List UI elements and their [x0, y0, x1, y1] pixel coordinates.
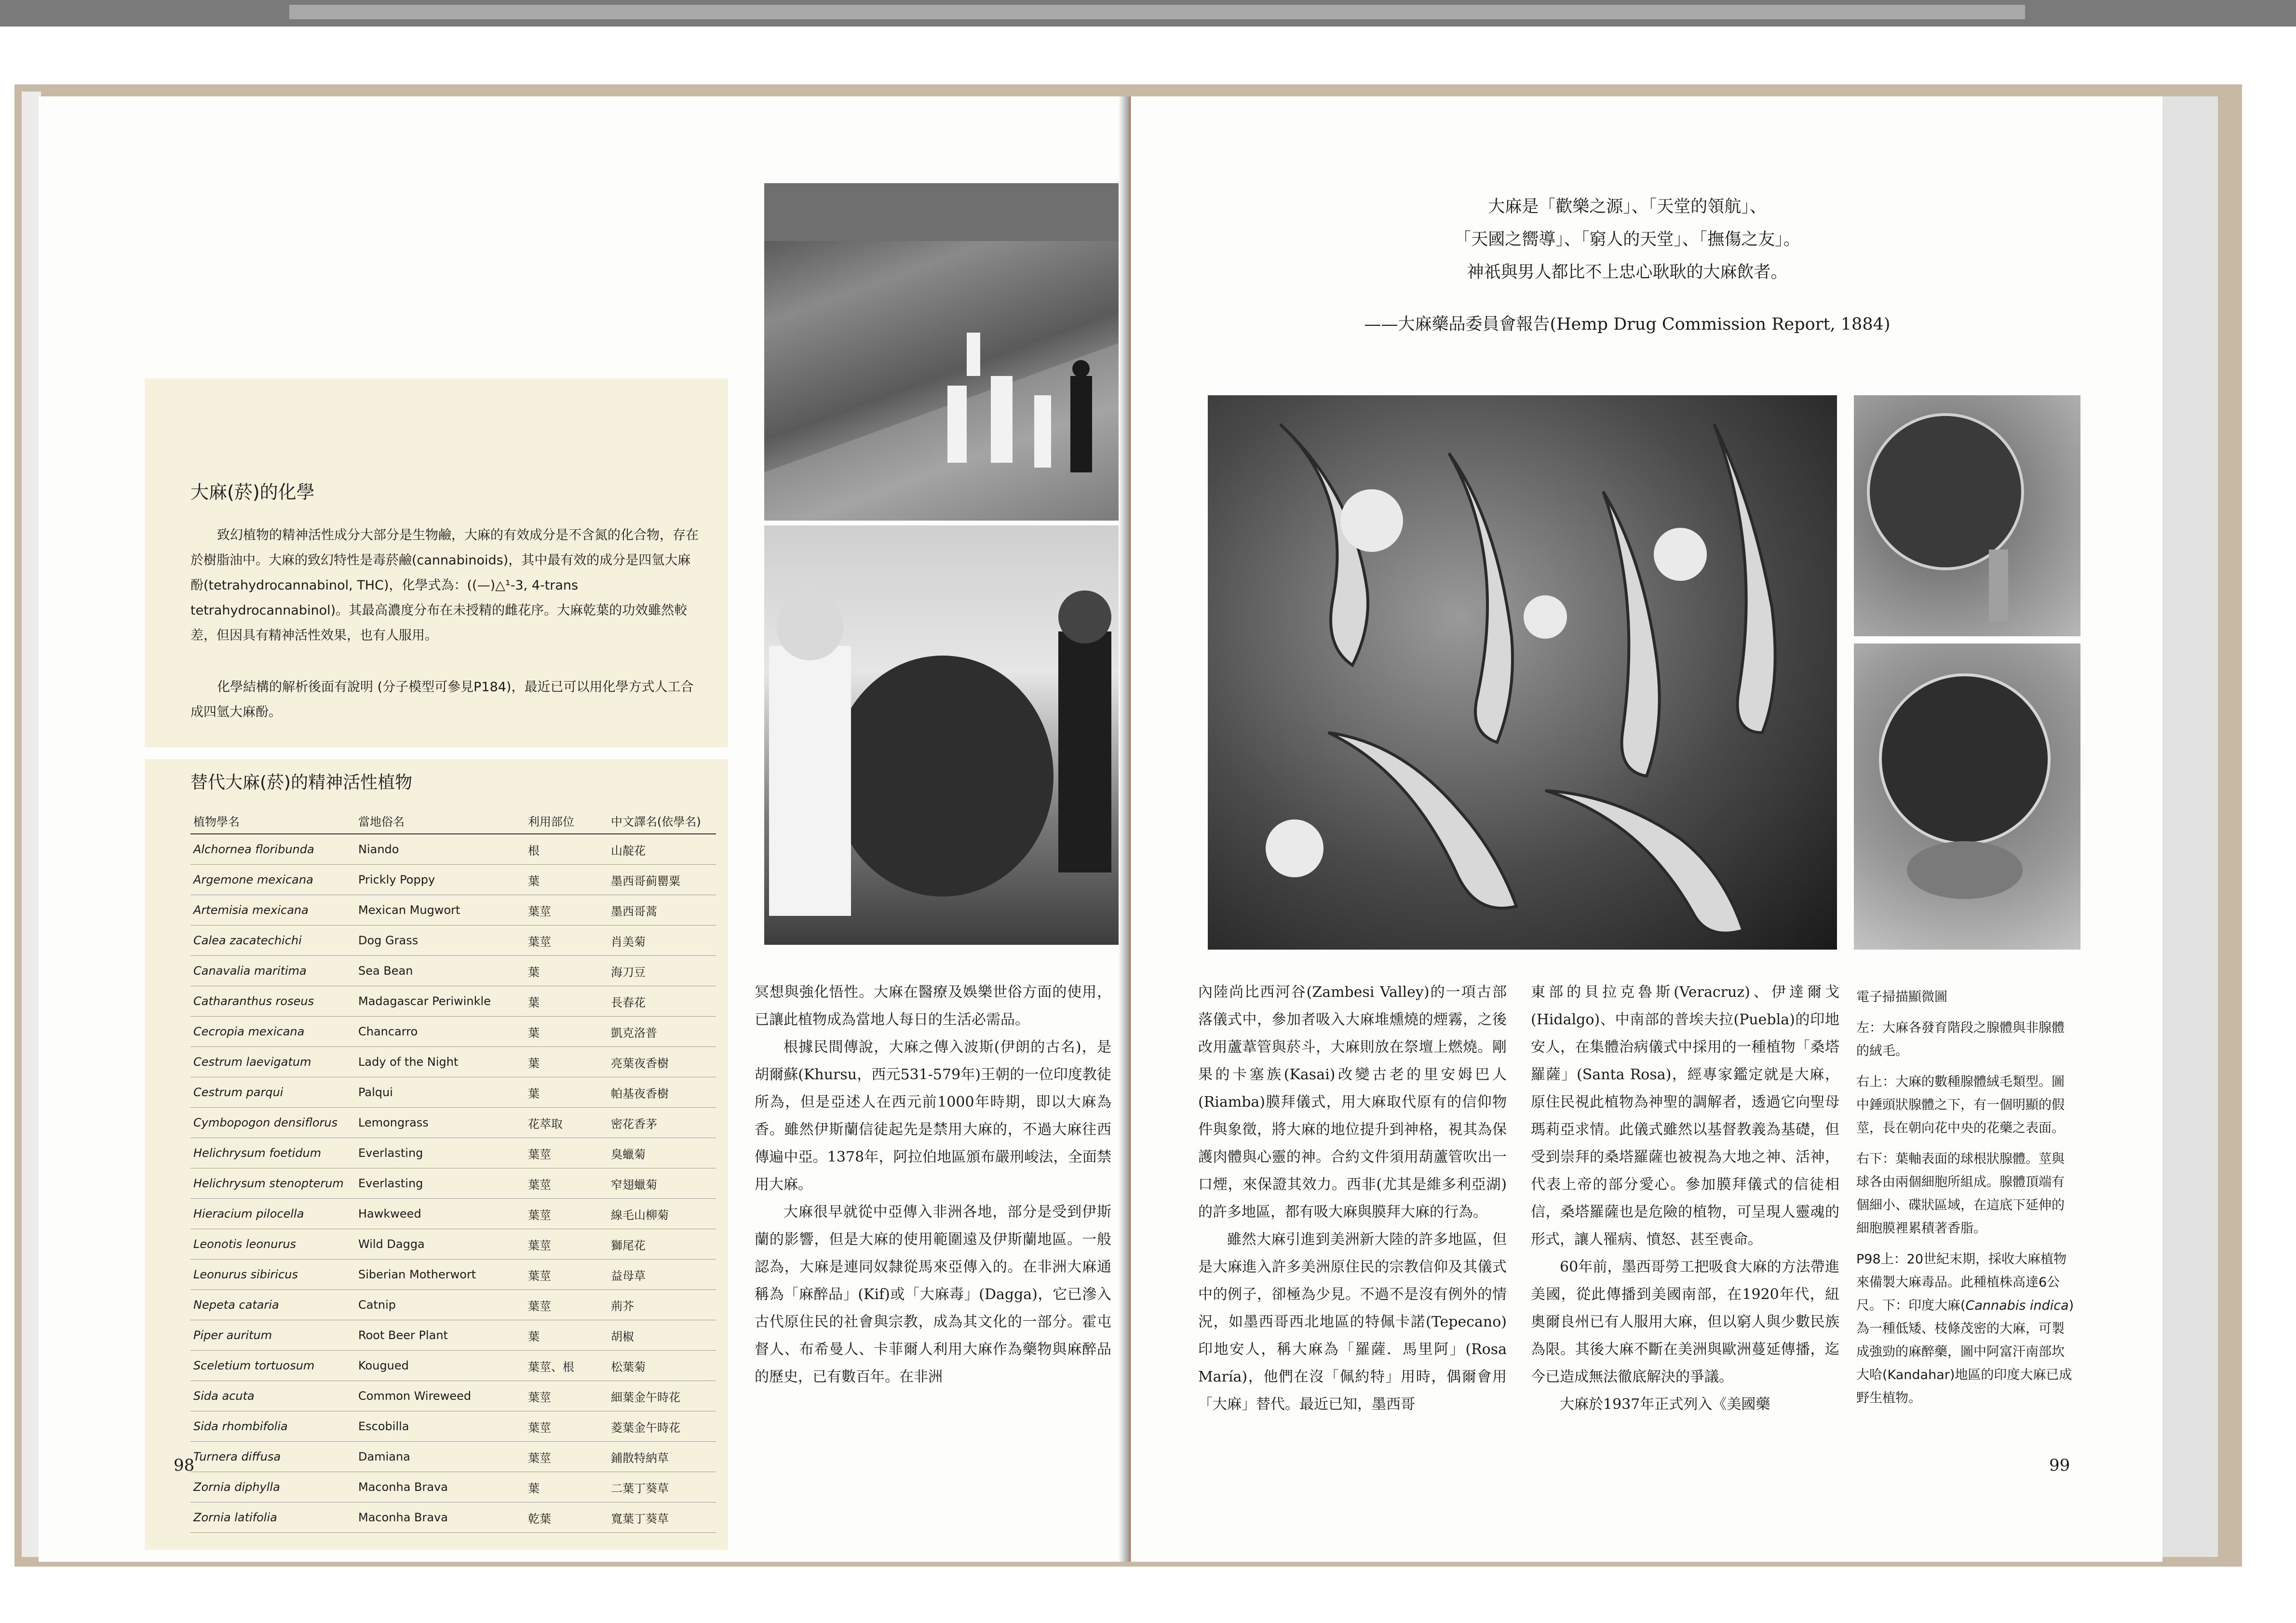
sem-top-right-gland [1854, 395, 2080, 636]
cell-chinese-name: 獅尾花 [608, 1229, 716, 1260]
cell-chinese-name: 山靛花 [608, 834, 716, 865]
cell-scientific-name: Leonotis leonurus [190, 1229, 355, 1260]
cell-scientific-name: Zornia diphylla [190, 1472, 355, 1502]
sem-bottom-right-gland [1854, 644, 2080, 950]
chemistry-box [145, 378, 728, 747]
cell-chinese-name: 海刀豆 [608, 956, 716, 986]
right-page-column-1 [1198, 979, 1507, 1418]
cell-part-used: 葉莖、根 [525, 1351, 608, 1381]
cell-chinese-name: 墨西哥蒿 [608, 895, 716, 926]
cell-chinese-name: 胡椒 [608, 1320, 716, 1351]
plant-table-header [190, 807, 716, 834]
right-col2-para-2: 60年前，墨西哥勞工把吸食大麻的方法帶進美國，從此傳播到美國南部，在1920年代，紐奧爾良州已有人服用大麻，但以窮人與少數民族為限。其後大麻不斷在美洲與歐洲蔓延傳播，迄今已造成無法徹底解決的爭議。 [1531, 1259, 1839, 1385]
table-row [190, 865, 716, 895]
cell-local-name: Common Wireweed [355, 1381, 525, 1411]
cell-local-name: Everlasting [355, 1168, 525, 1199]
caption-p98 [1856, 1248, 2076, 1410]
plant-table-body [190, 834, 716, 1533]
cell-chinese-name: 菱葉金午時花 [608, 1411, 716, 1442]
table-row [190, 1260, 716, 1290]
cell-part-used: 葉莖 [525, 1229, 608, 1260]
cell-part-used: 葉莖 [525, 1168, 608, 1199]
table-row [190, 1017, 716, 1047]
table-row [190, 895, 716, 926]
cell-local-name: Niando [355, 834, 525, 865]
cell-scientific-name: Cecropia mexicana [190, 1017, 355, 1047]
header-scientific-name: 植物學名 [190, 807, 355, 834]
cell-local-name: Prickly Poppy [355, 865, 525, 895]
cell-local-name: Palqui [355, 1077, 525, 1108]
caption-p98-suffix: )為一種低矮、枝條茂密的大麻，可製成強勁的麻醉藥，圖中阿富汗南部坎大哈(Kandahar)地區的印度大麻已成野生植物。 [1856, 1298, 2074, 1406]
cell-chinese-name: 密花香茅 [608, 1108, 716, 1138]
right-page [1131, 96, 2162, 1562]
left-body-para-2: 根據民間傳說，大麻之傳入波斯(伊朗的古名)，是胡爾蘇(Khursu，西元531-579年)王朝的一位印度教徒所為，但是亞述人在西元前1000年時期，即以大麻為香。雖然伊斯蘭信徒起先是禁用大麻的，不過大麻往西傳遍中亞。1378年，阿拉伯地區頒布嚴刑峻法，全面禁用大麻。 [755, 1039, 1111, 1193]
cell-chinese-name: 窄翅蠟菊 [608, 1168, 716, 1199]
photo-hemp-harvest [764, 183, 1121, 521]
table-row [190, 1229, 716, 1260]
epigraph-line-2: 「天國之嚮導」、「窮人的天堂」、「撫傷之友」。 [1454, 230, 1800, 249]
sem-micrograph-bottom-right [1854, 644, 2080, 950]
cell-part-used: 乾葉 [525, 1502, 608, 1533]
table-row [190, 1108, 716, 1138]
cell-part-used: 葉 [525, 1320, 608, 1351]
cell-scientific-name: Artemisia mexicana [190, 895, 355, 926]
cell-chinese-name: 寬葉丁葵草 [608, 1502, 716, 1533]
cell-local-name: Chancarro [355, 1017, 525, 1047]
cell-scientific-name: Alchornea floribunda [190, 834, 355, 865]
table-row [190, 1047, 716, 1077]
cell-local-name: Madagascar Periwinkle [355, 986, 525, 1017]
cell-part-used: 葉 [525, 1047, 608, 1077]
epigraph [1314, 190, 1941, 341]
table-row [190, 1351, 716, 1381]
cell-local-name: Everlasting [355, 1138, 525, 1168]
cell-part-used: 葉莖 [525, 1199, 608, 1229]
header-part-used: 利用部位 [525, 807, 608, 834]
cell-scientific-name: Argemone mexicana [190, 865, 355, 895]
cell-part-used: 葉莖 [525, 1138, 608, 1168]
caption-bottom-right: 右下：葉軸表面的球根狀腺體。莖與球各由兩個細胞所組成。腺體頂端有個細小、碟狀區域，在這底下延伸的細胞膜裡累積著香脂。 [1856, 1152, 2065, 1236]
table-row [190, 956, 716, 986]
cell-scientific-name: Helichrysum foetidum [190, 1138, 355, 1168]
cell-local-name: Kougued [355, 1351, 525, 1381]
table-row [190, 1320, 716, 1351]
cell-chinese-name: 墨西哥蓟罌粟 [608, 865, 716, 895]
cell-scientific-name: Sida rhombifolia [190, 1411, 355, 1442]
cell-scientific-name: Zornia latifolia [190, 1502, 355, 1533]
right-page-edges [2160, 96, 2218, 1557]
cell-scientific-name: Nepeta cataria [190, 1290, 355, 1320]
cell-scientific-name: Sida acuta [190, 1381, 355, 1411]
cell-chinese-name: 鋪散特納草 [608, 1442, 716, 1472]
plant-table-box [145, 759, 728, 1550]
cell-chinese-name: 二葉丁葵草 [608, 1472, 716, 1502]
cell-part-used: 葉莖 [525, 895, 608, 926]
right-col2-para-3: 大麻於1937年正式列入《美國藥 [1560, 1396, 1770, 1413]
caption-title: 電子掃描顯微圖 [1856, 990, 1947, 1005]
caption-p98-italic: Cannabis indica [1965, 1298, 2069, 1313]
plant-table [190, 807, 716, 1533]
cell-scientific-name: Hieracium pilocella [190, 1199, 355, 1229]
scanner-top-bar [0, 0, 2296, 27]
cell-scientific-name: Turnera diffusa [190, 1442, 355, 1472]
cell-part-used: 根 [525, 834, 608, 865]
sem-micrograph-large [1208, 395, 1837, 950]
table-row [190, 986, 716, 1017]
cell-scientific-name: Cestrum parqui [190, 1077, 355, 1108]
table-row [190, 1077, 716, 1108]
cell-part-used: 葉 [525, 1077, 608, 1108]
cell-chinese-name: 凱克洛普 [608, 1017, 716, 1047]
cell-part-used: 葉 [525, 956, 608, 986]
cell-chinese-name: 長春花 [608, 986, 716, 1017]
cell-local-name: Damiana [355, 1442, 525, 1472]
left-body-para-3: 大麻很早就從中亞傳入非洲各地，部分是受到伊斯蘭的影響，但是大麻的使用範圍遠及伊斯蘭地區。一般認為，大麻是連同奴隸從馬來亞傳入的。在非洲大麻通稱為「麻醉品」(Kif)或「大麻毒」(Dagga)，它已滲入古代原住民的社會與宗教，成為其文化的一部分。霍屯督人、布希曼人、卡菲爾人利用大麻作為藥物與麻醉品的歷史，已有數百年。在非洲 [755, 1204, 1111, 1385]
table-row [190, 1411, 716, 1442]
photo-hemp-harvest-figures [764, 183, 1121, 521]
page-number-right: 99 [2049, 1456, 2070, 1475]
table-row [190, 1290, 716, 1320]
cell-scientific-name: Catharanthus roseus [190, 986, 355, 1017]
cell-part-used: 葉 [525, 1472, 608, 1502]
right-col2-para-1: 東部的貝拉克魯斯(Veracruz)、伊達爾戈(Hidalgo)、中南部的普埃夫拉(Puebla)的印地安人，在集體治病儀式中採用的一種植物「桑塔羅薩」(Santa Rosa)，經專家鑑定就是大麻，原住民視此植物為神聖的調解者，透過它向聖母瑪莉亞求情。此儀式雖然以基督教義為基礎，但受到崇拜的桑塔羅薩也被視為大地之神、活神，代表上帝的部分愛心。參加膜拜儀式的信徒相信，桑塔羅薩也是危險的植物，可呈現人靈魂的形式，讓人罹病、憤怒、甚至喪命。 [1531, 984, 1839, 1248]
photo-indian-hemp-figures [764, 525, 1121, 945]
sem-micrograph-large-trichomes [1208, 395, 1837, 950]
cell-chinese-name: 荊芥 [608, 1290, 716, 1320]
caption-top-right: 右上：大麻的數種腺體絨毛類型。圖中錘頭狀腺體之下，有一個明顯的假莖，長在朝向花中央的花藥之表面。 [1856, 1074, 2065, 1136]
table-row [190, 1472, 716, 1502]
caption-left: 左：大麻各發育階段之腺體與非腺體的絨毛。 [1856, 1020, 2065, 1059]
table-row [190, 1381, 716, 1411]
table-row [190, 926, 716, 956]
cell-local-name: Maconha Brava [355, 1472, 525, 1502]
table-row [190, 1199, 716, 1229]
cell-scientific-name: Cymbopogon densiflorus [190, 1108, 355, 1138]
cell-part-used: 花萃取 [525, 1108, 608, 1138]
cell-scientific-name: Helichrysum stenopterum [190, 1168, 355, 1199]
left-page-edges [22, 92, 41, 1557]
right-page-column-2 [1531, 979, 1839, 1418]
epigraph-line-1: 大麻是「歡樂之源」、「天堂的領航」、 [1488, 197, 1767, 216]
photo-indian-hemp [764, 525, 1121, 945]
chemistry-box-title: 大麻(菸)的化學 [190, 482, 315, 503]
cell-local-name: Lady of the Night [355, 1047, 525, 1077]
epigraph-source: ——大麻藥品委員會報告(Hemp Drug Commission Report, 1884) [1364, 315, 1891, 334]
cell-scientific-name: Sceletium tortuosum [190, 1351, 355, 1381]
right-col1-para-2: 雖然大麻引進到美洲新大陸的許多地區，但是大麻進入許多美洲原住民的宗教信仰及其儀式中的例子，卻極為少見。不過不是沒有例外的情況，如墨西哥西北地區的特佩卡諾(Tepecano)印地安人，稱大麻為「羅薩．馬里阿」(Rosa María)，他們在沒「佩約特」用時，偶爾會用「大麻」替代。最近已知，墨西哥 [1198, 1231, 1507, 1413]
cell-local-name: Lemongrass [355, 1108, 525, 1138]
cell-scientific-name: Leonurus sibiricus [190, 1260, 355, 1290]
scanner-stripe [289, 5, 2025, 19]
cell-local-name: Hawkweed [355, 1199, 525, 1229]
cell-part-used: 葉莖 [525, 1411, 608, 1442]
header-local-name: 當地俗名 [355, 807, 525, 834]
photo-captions [1856, 986, 2076, 1418]
cell-chinese-name: 帕基夜香樹 [608, 1077, 716, 1108]
table-row [190, 1502, 716, 1533]
cell-chinese-name: 細葉金午時花 [608, 1381, 716, 1411]
cell-chinese-name: 線毛山柳菊 [608, 1199, 716, 1229]
cell-part-used: 葉莖 [525, 926, 608, 956]
cell-scientific-name: Canavalia maritima [190, 956, 355, 986]
left-page-body-column [755, 979, 1111, 1391]
table-row [190, 1442, 716, 1472]
epigraph-line-3: 神祇與男人都比不上忠心耿耿的大麻飲者。 [1467, 263, 1788, 282]
cell-part-used: 葉 [525, 865, 608, 895]
cell-scientific-name: Calea zacatechichi [190, 926, 355, 956]
cell-part-used: 葉莖 [525, 1381, 608, 1411]
cell-chinese-name: 亮葉夜香樹 [608, 1047, 716, 1077]
cell-scientific-name: Piper auritum [190, 1320, 355, 1351]
cell-part-used: 葉 [525, 1017, 608, 1047]
cell-local-name: Siberian Motherwort [355, 1260, 525, 1290]
cell-local-name: Dog Grass [355, 926, 525, 956]
plant-table-title: 替代大麻(菸)的精神活性植物 [190, 773, 413, 792]
cell-part-used: 葉莖 [525, 1260, 608, 1290]
page-number-left: 98 [174, 1456, 195, 1475]
cell-local-name: Catnip [355, 1290, 525, 1320]
table-row [190, 834, 716, 865]
cell-local-name: Root Beer Plant [355, 1320, 525, 1351]
cell-part-used: 葉 [525, 986, 608, 1017]
cell-chinese-name: 益母草 [608, 1260, 716, 1290]
table-row [190, 1168, 716, 1199]
chemistry-paragraph-2: 化學結構的解析後面有說明 (分子模型可參見P184)，最近已可以用化學方式人工合成四氫大麻酚。 [190, 680, 694, 720]
cell-local-name: Escobilla [355, 1411, 525, 1442]
cell-scientific-name: Cestrum laevigatum [190, 1047, 355, 1077]
caption-p98-prefix: P98上：20世紀末期，採收大麻植物來備製大麻毒品。此種植株高達6公尺。下：印度大麻( [1856, 1252, 2066, 1313]
cell-local-name: Maconha Brava [355, 1502, 525, 1533]
right-col1-para-1: 內陸尚比西河谷(Zambesi Valley)的一項古部落儀式中，參加者吸入大麻堆燻燒的煙霧，之後改用蘆葦管與菸斗，大麻則放在祭壇上燃燒。剛果的卡塞族(Kasai)改變古老的里安姆巴人(Riamba)膜拜儀式，用大麻取代原有的信仰物件與象徵，將大麻的地位提升到神格，視其為保護肉體與心靈的神。合約文件須用葫蘆管吹出一口煙，來保證其效力。西非(尤其是維多利亞湖)的許多地區，都有吸大麻與膜拜大麻的行為。 [1198, 984, 1507, 1221]
header-chinese-name: 中文譯名(依學名) [608, 807, 716, 834]
cell-chinese-name: 松葉菊 [608, 1351, 716, 1381]
cell-local-name: Mexican Mugwort [355, 895, 525, 926]
cell-local-name: Sea Bean [355, 956, 525, 986]
sem-micrograph-top-right [1854, 395, 2080, 636]
cell-part-used: 葉莖 [525, 1290, 608, 1320]
cell-chinese-name: 肖美菊 [608, 926, 716, 956]
table-row [190, 1138, 716, 1168]
chemistry-paragraph-1: 致幻植物的精神活性成分大部分是生物鹼，大麻的有效成分是不含氮的化合物，存在於樹脂油中。大麻的致幻特性是毒菸鹼(cannabinoids)，其中最有效的成分是四氫大麻酚(tetrahydrocannabinol, THC)，化學式為：((—)△¹-3, 4-trans tetrahydrocannabinol)。其最高濃度分布在未授精的雌花序。大麻乾葉的功效雖然較差，但因具有精神活性效果，也有人服用。 [190, 528, 699, 643]
cell-chinese-name: 臭蠟菊 [608, 1138, 716, 1168]
cell-local-name: Wild Dagga [355, 1229, 525, 1260]
cell-part-used: 葉莖 [525, 1442, 608, 1472]
left-page [39, 96, 1126, 1562]
left-body-para-1: 冥想與強化悟性。大麻在醫療及娛樂世俗方面的使用，已讓此植物成為當地人每日的生活必需品。 [755, 984, 1111, 1028]
